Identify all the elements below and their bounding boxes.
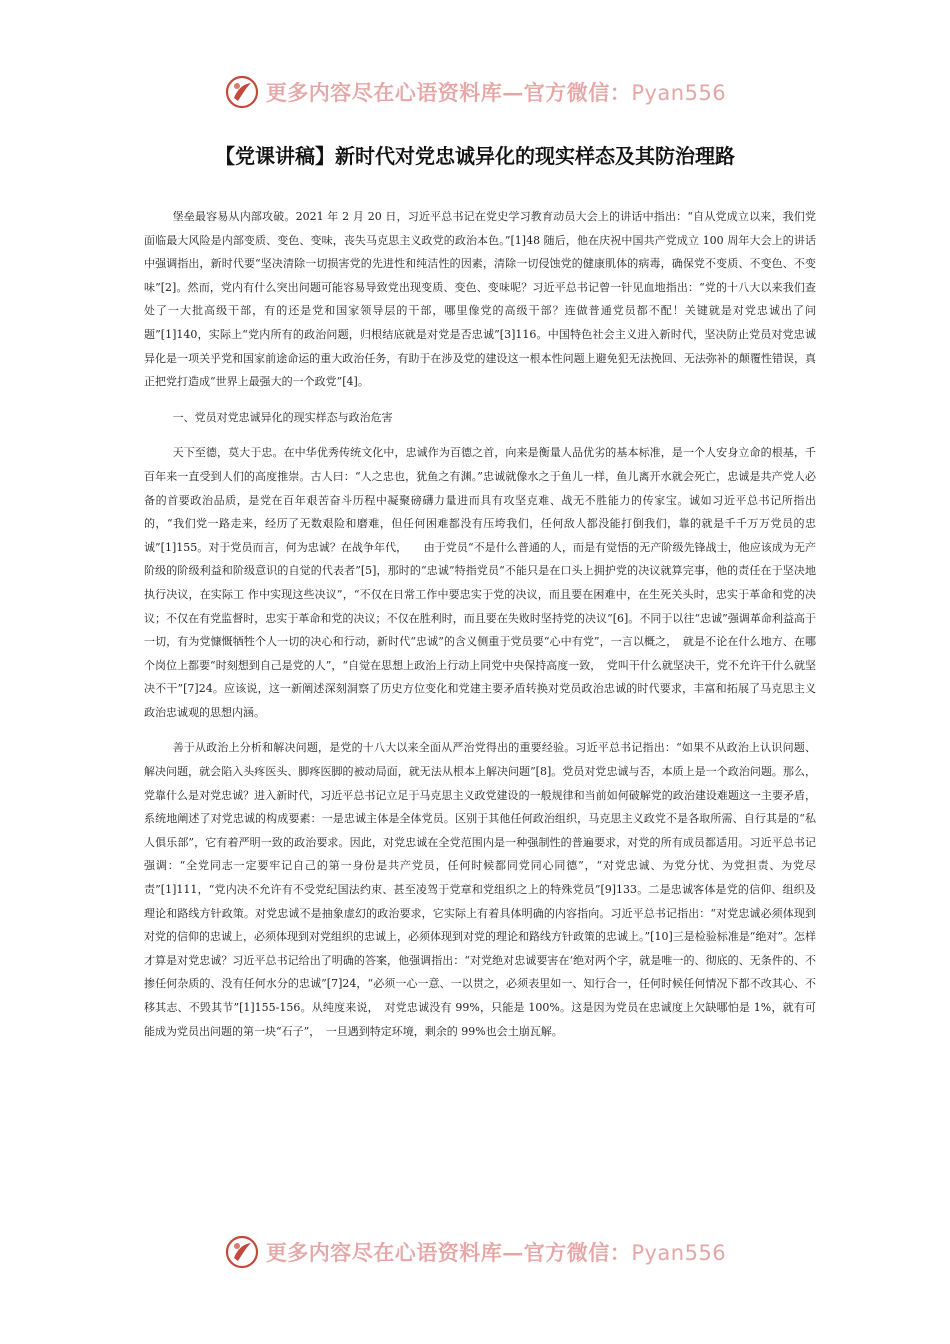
section-heading: 一、党员对党忠诚异化的现实样态与政治危害 <box>172 410 393 424</box>
paragraph: 天下至德，莫大于忠。在中华优秀传统文化中，忠诚作为百德之首，向来是衡量人品优劣的基本标准，是一个人安身立命的根基，千百年来一直受到人们的高度推崇。古人曰：“人之忠也，犹鱼之有渊。”忠诚就像水之于鱼儿一样，鱼儿离开水就会死亡，忠诚是共产党人必备的首要政治品质，是党在百年艰苦奋斗历程中凝聚磅礴力量进而具有攻坚克难、战无不胜能力的传家宝。诚如习近平总书记所指出的，“我们党一路走来，经历了无数艰险和磨难，但任何困难都没有压垮我们，任何敌人都没能打倒我们，靠的就是千千万万党员的忠诚”[1]155。对于党员而言，何为忠诚？在战争年代， 由于党员“不是什么普通的人，而是有觉悟的无产阶级先锋战士，他应该成为无产阶级的阶级利益和阶级意识的自觉的代表者”[5]，那时的“忠诚”特指党员“不能只是在口头上拥护党的决议就算完事，他的责任在于坚决地执行决议，在实际工 作中实现这些决议”，“不仅在日常工作中要忠实于党的决议，而且要在困难中，在生死关头时，忠实于革命和党的决议；不仅在有党监督时，忠实于革命和党的决议；不仅在胜利时，而且要在失败时坚持党的决议”[6]。不同于以往“忠诚”强调革命利益高于一切，有为党慷慨牺牲个人一切的决心和行动，新时代“忠诚”的含义侧重于党员要“心中有党”，一言以概之， 就是不论在什么地方、在哪个岗位上都要“时刻想到自己是党的人”，“自觉在思想上政治上行动上同党中央保持高度一致， 党叫干什么就坚决干，党不允许干什么就坚决不干”[7]24。应该说，这一新阐述深刻洞察了历史方位变化和党建主要矛盾转换对党员政治忠诚的时代要求，丰富和拓展了马克思主义政治忠诚观的思想内涵。 <box>144 446 816 719</box>
paragraph: 堡垒最容易从内部攻破。2021 年 2 月 20 日，习近平总书记在党史学习教育动员大会上的讲话中指出：“自从党成立以来，我们党面临最大风险是内部变质、变色、变味，丧失马克思主义政党的政治本色。”[1]48 随后，他在庆祝中国共产党成立 100 周年大会上的讲话中强调指出，新时代要“坚决清除一切损害党的先进性和纯洁性的因素，清除一切侵蚀党的健康肌体的病毒，确保党不变质、不变色、不变味”[2]。然而，党内有什么突出问题可能容易导致党出现变质、变色、变味呢？习近平总书记曾一针见血地指出：“党的十八大以来我们查处了一大批高级干部，有的还是党和国家领导层的干部，哪里像党的高级干部？连做普通党员都不配！关键就是对党忠诚出了问题”[1]140，实际上“党内所有的政治问题，归根结底就是对党是否忠诚”[3]116。中国特色社会主义进入新时代，坚决防止党员对党忠诚异化是一项关乎党和国家前途命运的重大政治任务，有助于在涉及党的建设这一根本性问题上避免犯无法挽回、无法弥补的颠覆性错误，真正把党打造成“世界上最强大的一个政党”[4]。 <box>144 210 816 389</box>
header-banner <box>0 70 950 114</box>
banner-text: 更多内容尽在心语资料库—官方微信：Pyan556 <box>265 80 727 105</box>
banner-wechat: Pyan556 <box>631 81 727 105</box>
page-title: 【党课讲稿】新时代对党忠诚异化的现实样态及其防治理路 <box>215 144 735 168</box>
paragraph: 善于从政治上分析和解决问题，是党的十八大以来全面从严治党得出的重要经验。习近平总书记指出：“如果不从政治上认识问题、解决问题，就会陷入头疼医头、脚疼医脚的被动局面，就无法从根本上解决问题”[8]。党员对党忠诚与否，本质上是一个政治问题。那么，党靠什么是对党忠诚？进入新时代，习近平总书记立足于马克思主义政党建设的一般规律和当前如何破解党的政治建设难题这一主要矛盾，系统地阐述了对党忠诚的构成要素：一是忠诚主体是全体党员。区别于其他任何政治组织，马克思主义政党不是各取所需、自行其是的“私人俱乐部”，它有着严明一致的政治要求。因此，对党忠诚在全党范围内是一种强制性的普遍要求，对党的所有成员都适用。习近平总书记强调：“全党同志一定要牢记自己的第一身份是共产党员，任何时候都同党同心同德”，“对党忠诚、为党分忧、为党担责、为党尽责”[1]111，“党内决不允许有不受党纪国法约束、甚至凌驾于党章和党组织之上的特殊党员”[9]133。二是忠诚客体是党的信仰、组织及理论和路线方针政策。对党忠诚不是抽象虚幻的政治要求，它实际上有着具体明确的内容指向。习近平总书记指出：“对党忠诚必须体现到对党的信仰的忠诚上，必须体现到对党组织的忠诚上，必须体现到对党的理论和路线方针政策的忠诚上。”[10]三是检验标准是“绝对”。怎样才算是对党忠诚？习近平总书记给出了明确的答案，他强调指出：“对党绝对忠诚要害在‘绝对两个字，就是唯一的、彻底的、无条件的、不掺任何杂质的、没有任何水分的忠诚”[7]24，“必须一心一意、一以贯之，必须表里如一、知行合一，任何时候任何情况下都不改其心、不移其志、不毁其节”[1]155-156。从纯度来说， 对党忠诚没有 99%，只能是 100%。这是因为党员在忠诚度上欠缺哪怕是 1%，就有可能成为党员出问题的第一块“石子”， 一旦遇到特定环境，剩余的 99%也会土崩瓦解。 <box>144 741 816 1038</box>
logo-icon <box>224 74 260 110</box>
footer-banner <box>0 1230 950 1274</box>
logo-icon <box>224 1234 260 1270</box>
document-body <box>144 205 816 1055</box>
banner-wechat: Pyan556 <box>631 1241 727 1265</box>
banner-text: 更多内容尽在心语资料库—官方微信：Pyan556 <box>265 1240 727 1265</box>
